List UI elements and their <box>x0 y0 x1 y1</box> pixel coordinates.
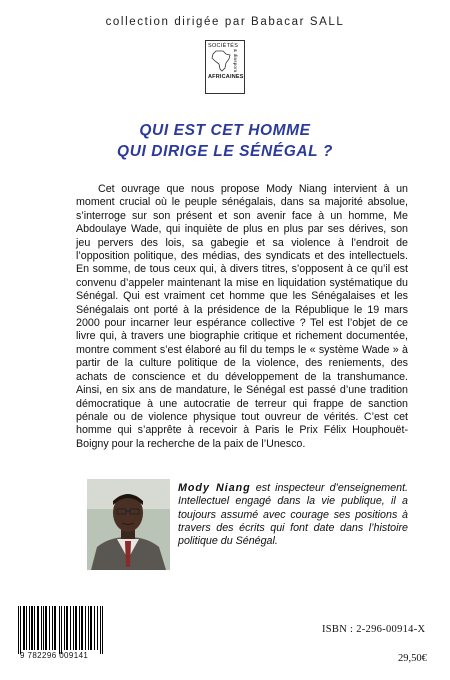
price: 29,50€ <box>398 653 427 664</box>
author-bio <box>178 482 408 548</box>
logo-text-top: SOCIÉTÉS <box>208 43 239 49</box>
publisher-logo <box>205 40 245 94</box>
author-photo <box>87 479 170 570</box>
author-name: Mody Niang <box>178 482 251 494</box>
logo-text-side: & diaspora <box>233 49 238 73</box>
barcode-number: 9 782296 009141 <box>20 651 89 660</box>
isbn: ISBN : 2-296-00914-X <box>322 624 426 635</box>
book-title <box>0 120 450 162</box>
logo-text-bottom: AFRICAINES <box>208 74 244 80</box>
book-summary: Cet ouvrage que nous propose Mody Niang intervient à un moment crucial où le peuple sénégalais, dans sa majorité absolue, s’interroge sur son présent et son avenir face à un homme, Me Abdoulaye Wade, qui inquiète de plus en plus par ses dérives, son jeu pervers des lois, sa gabegie et sa violence à l’endroit de l’opposition politique, des médias, des syndicats et des intellectuels. En somme, de tous ceux qui, à divers titres, s’opposent à ce qu’il est convenu d’appeler maintenant la mise en liquidation systématique du Sénégal. Qui est vraiment cet homme que les Sénégalaises et les Sénégalais ont porté à la présidence de la République le 19 mars 2000 pour incarner leur espérance collective ? Tel est l’objet de ce livre qui, à travers une biographie critique et richement documentée, montre comment s’est élaboré au fil du temps le « système Wade » à partir de la culture politique de la violence, des reniements, des achats de conscience et du développement de la transhumance. Ainsi, en six ans de mandature, le Sénégal est passé d’une tradition démocratique à une autocratie de terreur qui frappe de sanction pénale ou de violence physique tout ouvreur de vérités. C’est cet homme qui s’apprête à recevoir à Paris le Prix Félix Houphouët-Boigny pour la recherche de la paix de l’Unesco. <box>76 183 408 450</box>
series-line: collection dirigée par Babacar SALL <box>105 16 345 28</box>
title-line-1: QUI EST CET HOMME <box>139 122 311 139</box>
africa-map-icon <box>209 49 233 73</box>
author-bio-text: est inspecteur d’enseignement. Intellectuel engagé dans la vie publique, il a toujours assumé avec courage ses positions à travers des écrits qui font date dans l’histoire politique du Sénégal. <box>178 482 409 548</box>
title-line-2: QUI DIRIGE LE SÉNÉGAL ? <box>117 143 333 160</box>
